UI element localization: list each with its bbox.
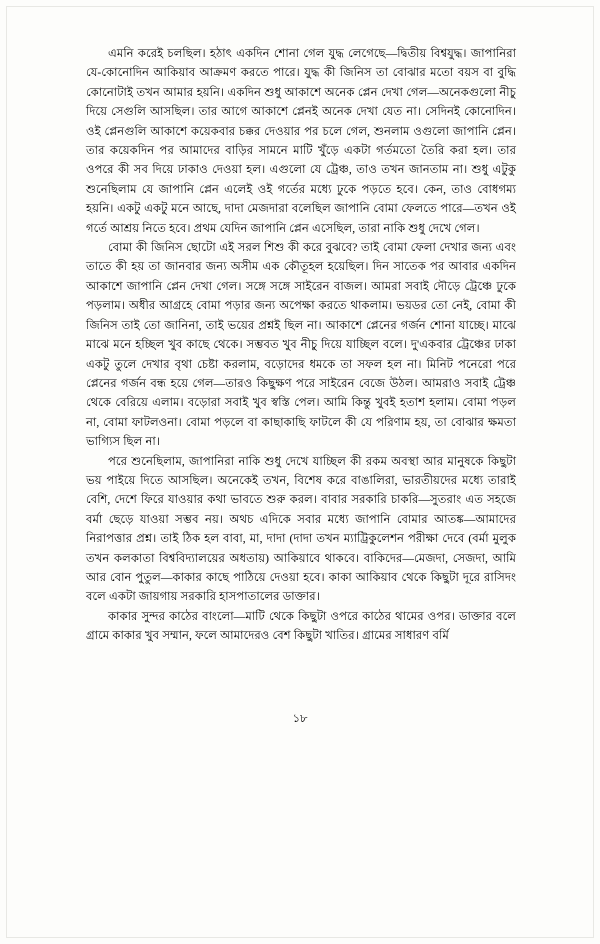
paragraph: এমনি করেই চলছিল। হঠাৎ একদিন শোনা গেল যুদ্ধ লেগেছে—দ্বিতীয় বিশ্বযুদ্ধ। জাপানিরা যে-কোনোদিন আকিয়াব আক্রমণ করতে পারে। যুদ্ধ কী জিনিস তা বোঝার মতো বয়স বা বুদ্ধি কোনোটাই তখন আমার হয়নি। একদিন শুধু আকাশে অনেক প্লেন দেখা গেল—অনেকগুলো নীচু দিয়ে সেগুলি আসছিল। তার আগে আকাশে প্লেনই অনেক দেখা যেত না। সেদিনই কোনোদিন। ওই প্লেনগুলি আকাশে কয়েকবার চক্কর দেওয়ার পর চলে গেল, শুনলাম ওগুলো জাপানি প্লেন। তার কয়েকদিন পর আমাদের বাড়ির সামনে মাটি খুঁড়ে একটা গর্তমতো তৈরি করা হল। তার ওপরে কী সব দিয়ে ঢাকাও দেওয়া হল। এগুলো যে ট্রেঞ্চ, তাও তখন জানতাম না। শুধু এটুকু শুনেছিলাম যে জাপানি প্লেন এলেই ওই গর্তের মধ্যে ঢুকে পড়তে হবে। কেন, তাও বোধগম্য হয়নি। একটু একটু মনে আছে, দাদা মেজদারা বলেছিল জাপানি বোমা ফেলতে পারে—তখন ওই গর্তে আশ্রয় নিতে হবে। প্রথম যেদিন জাপানি প্লেন এসেছিল, তারা নাকি শুধু দেখে গেল। <box>86 47 516 235</box>
paragraph: পরে শুনেছিলাম, জাপানিরা নাকি শুধু দেখে যাচ্ছিল কী রকম অবস্থা আর মানুষকে কিছুটা ভয় পাইয়ে দিতে আসছিল। অনেকেই তখন, বিশেষ করে বাঙালিরা, ভারতীয়দের মধ্যে তারাই বেশি, দেশে ফিরে যাওয়ার কথা ভাবতে শুরু করল। বাবার সরকারি চাকরি—সুতরাং এত সহজে বর্মা ছেড়ে যাওয়া সম্ভব নয়। অথচ এদিকে সবার মধ্যে জাপানি বোমার আতঙ্ক—আমাদের নিরাপত্তার প্রশ্ন। তাই ঠিক হল বাবা, মা, দাদা (দাদা তখন ম্যাট্রিকুলেশন পরীক্ষা দেবে (বর্মা মুলুক তখন কলকাতা বিশ্ববিদ্যালয়ের অধতায়) আকিয়াবে থাকবে। বাকিদের—মেজদা, সেজদা, আমি আর বোন পুতুল—কাকার কাছে পাঠিয়ে দেওয়া হবে। কাকা আকিয়াব থেকে কিছুটা দূরে রাসিদং বলে একটা জায়গায় সরকারি হাসপাতালের ডাক্তার। <box>86 454 516 604</box>
paragraph: কাকার সুন্দর কাঠের বাংলো—মাটি থেকে কিছুটা ওপরে কাঠের থামের ওপর। ডাক্তার বলে গ্রামে কাকার খুব সম্মান, ফলে আমাদেরও বেশ কিছুটা খাতির। গ্রামের সাধারণ বর্মি <box>86 609 516 643</box>
page-body-text <box>86 44 516 646</box>
page-number: ১৮ <box>292 713 308 725</box>
paragraph: বোমা কী জিনিস ছোটো এই সরল শিশু কী করে বুঝবে? তাই বোমা ফেলা দেখার জন্য এবং তাতে কী হয় তা জানবার জন্য অসীম এক কৌতূহল হয়েছিল। দিন সাতেক পর আবার একদিন আকাশে জাপানি প্লেন দেখা গেল। সঙ্গে সঙ্গে সাইরেন বাজল। আমরা সবাই দৌড়ে ট্রেঞ্চে ঢুকে পড়লাম। অধীর আগ্রহে বোমা পড়ার জন্য অপেক্ষা করতে থাকলাম। ভয়ডর তো নেই, বোমা কী জিনিস তাই তো জানিনা, তাই ভয়ের প্রশ্নই ছিল না। আকাশে প্লেনের গর্জন শোনা যাচ্ছে। মাঝে মাঝে মনে হচ্ছিল খুব কাছে থেকে। সম্ভবত খুব নীচু দিয়ে যাচ্ছিল বলে। দু'একবার ট্রেঞ্চের ঢাকা একটু তুলে দেখার বৃথা চেষ্টা করলাম, বড়োদের ধমকে তা সফল হল না। মিনিট পনেরো পরে প্লেনের গর্জন বন্ধ হয়ে গেল—তারও কিছুক্ষণ পরে সাইরেন বেজে উঠল। আমরাও সবাই ট্রেঞ্চ থেকে বেরিয়ে এলাম। বড়োরা সবাই খুব স্বস্তি পেল। আমি কিন্তু খুবই হতাশ হলাম। বোমা পড়ল না, বোমা ফাটলওনা। বোমা পড়লে বা কাছাকাছি ফাটলে কী যে পরিণাম হয়, তা বোঝার ক্ষমতা ভাগ্যিস ছিল না। <box>86 241 516 449</box>
